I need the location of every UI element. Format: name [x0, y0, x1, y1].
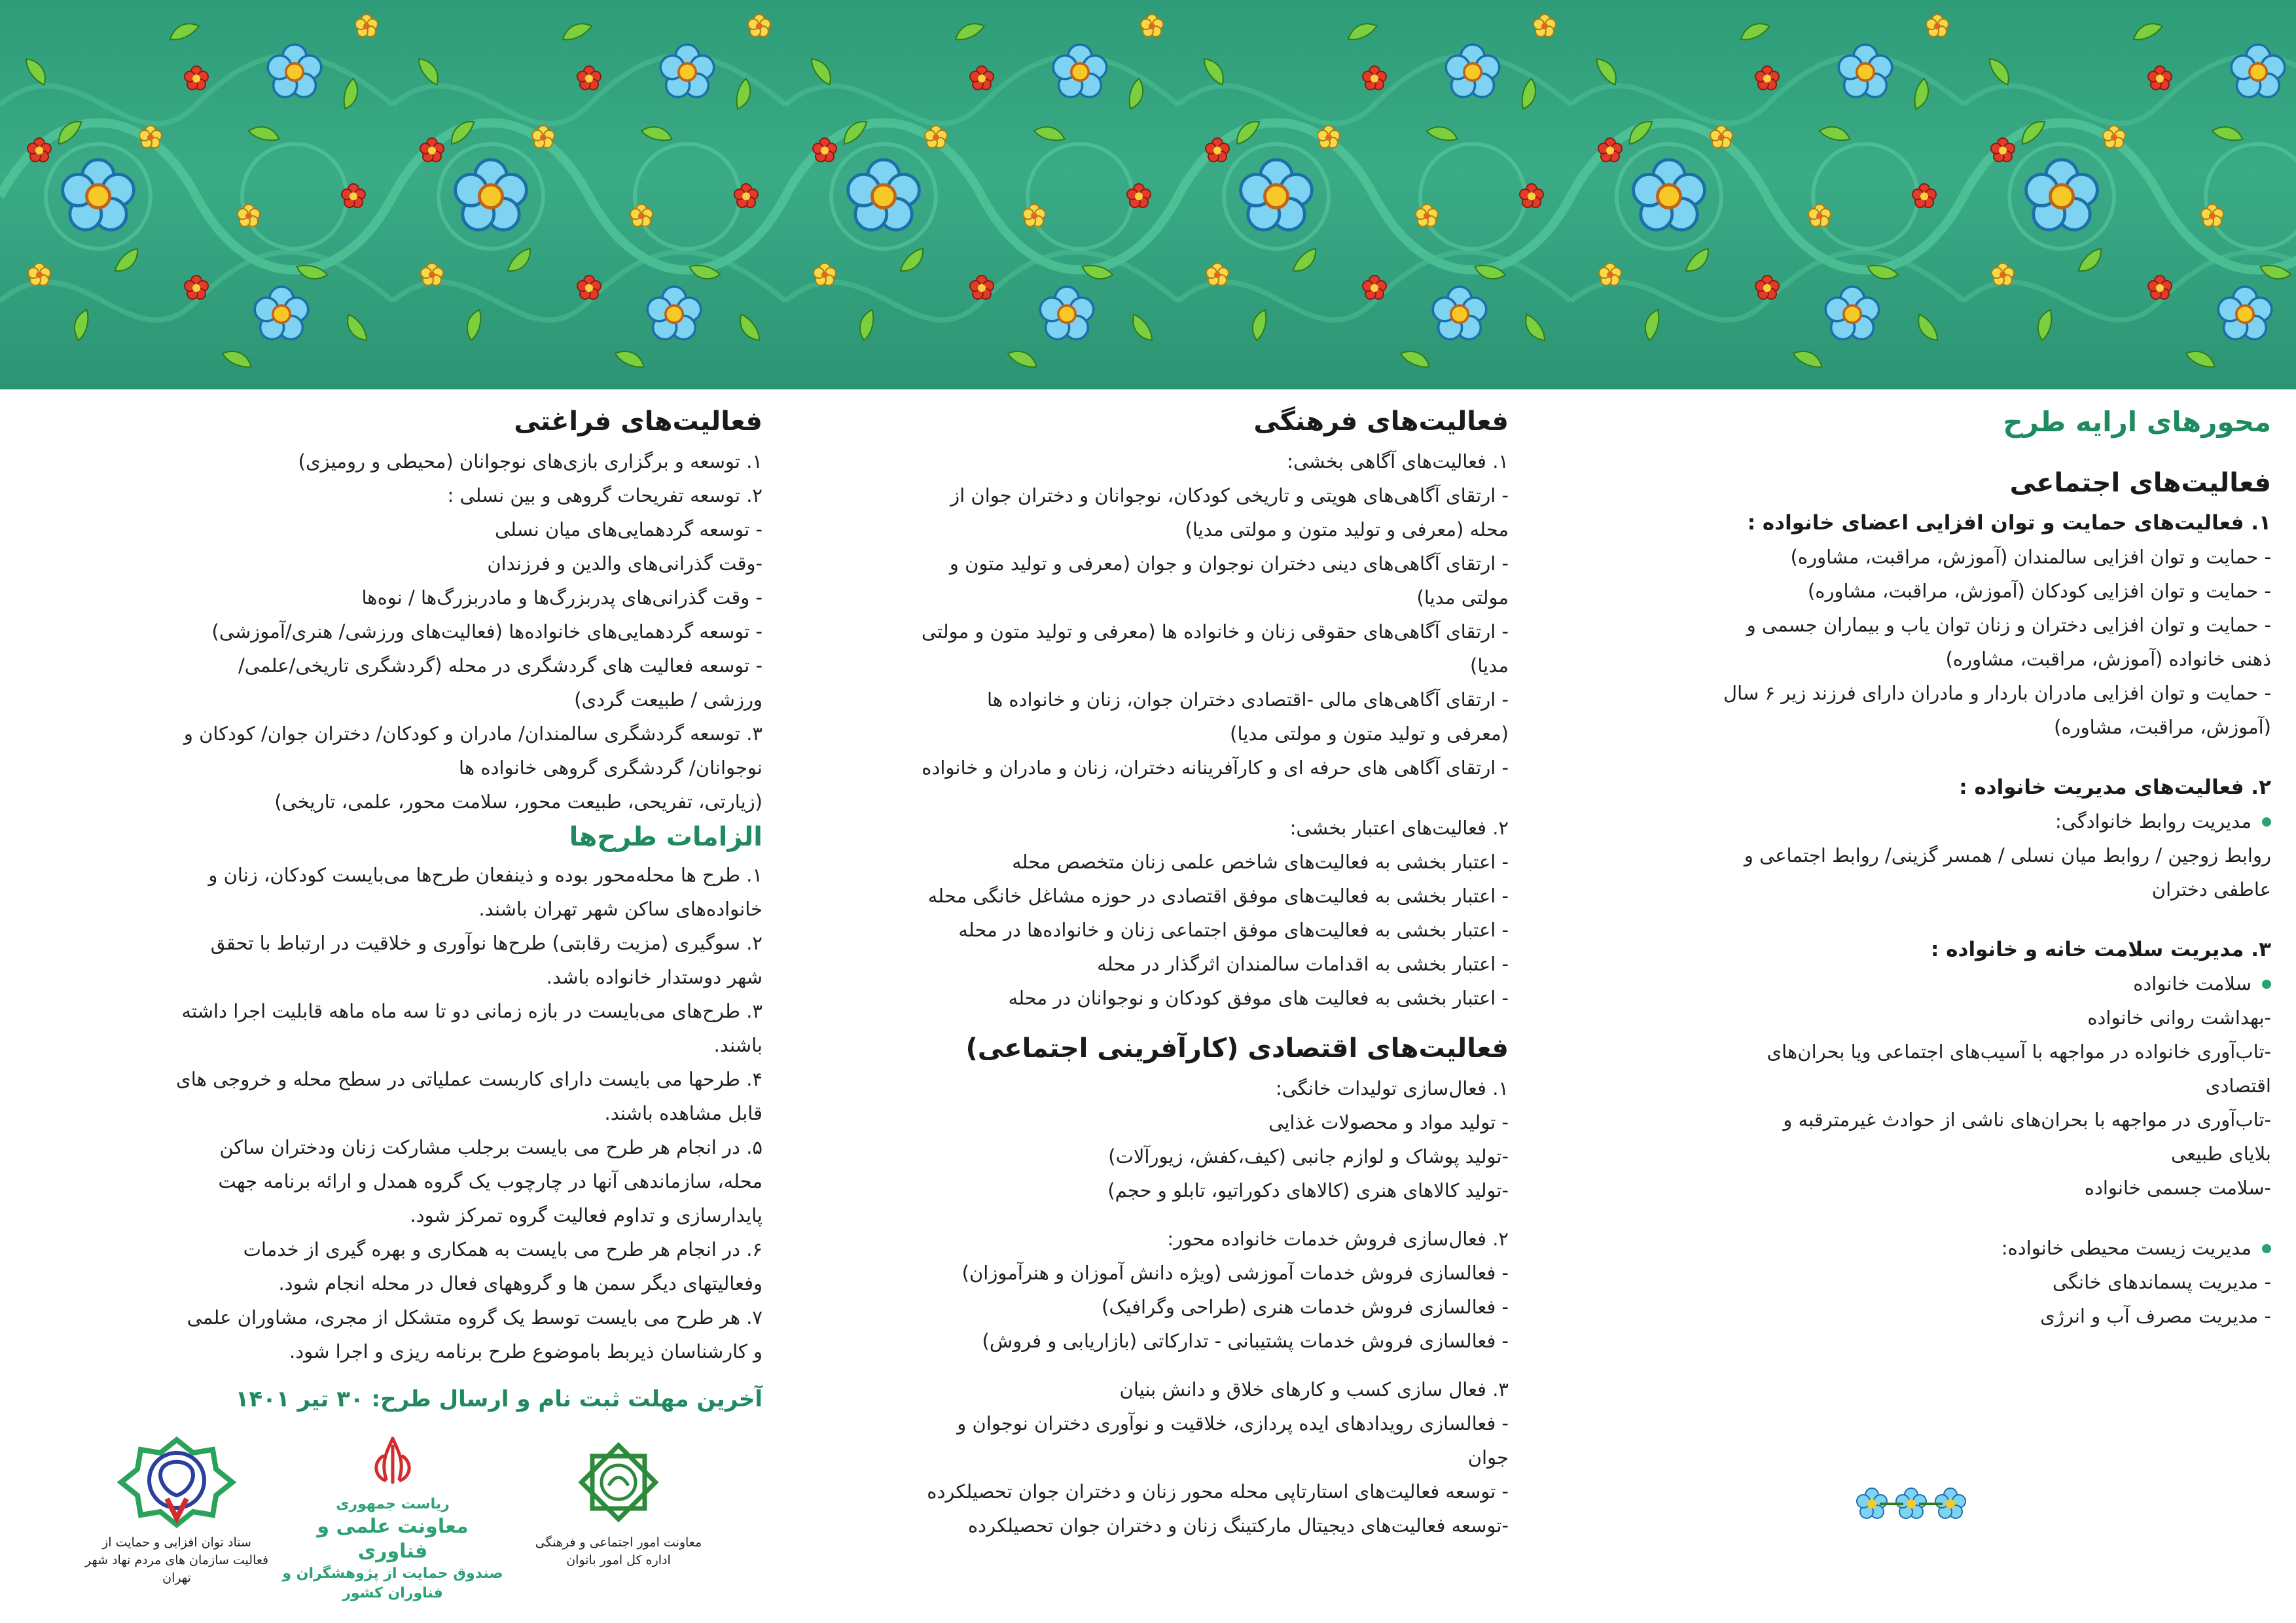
logo-caption: ریاست جمهوری: [336, 1496, 450, 1512]
text-line: ۱. طرح ها محله‌محور بوده و ذینفعان طرح‌ها می‌بایست کودکان، زنان و: [208, 864, 762, 886]
text-line: - حمایت و توان افزایی سالمندان (آموزش، مراقبت، مشاوره): [1790, 546, 2271, 568]
bullet-item: سلامت خانواده: [1571, 967, 2271, 1001]
logo-caption: فعالیت سازمان های مردم نهاد شهر تهران: [84, 1553, 269, 1585]
logo-caption: صندوق حمایت از پژوهشگران و فناوران کشور: [282, 1565, 503, 1601]
text-line: ۴. طرحها می بایست دارای کاربست عملیاتی در سطح محله و خروجی های: [176, 1068, 762, 1090]
text-line: - اعتبار بخشی به فعالیت‌های شاخص علمی زنان متخصص محله: [1012, 851, 1509, 873]
text-line: - مدیریت مصرف آب و انرژی: [2040, 1305, 2271, 1327]
section-title-requirements: الزامات طرح‌ها: [569, 822, 762, 852]
text-line: محله، سازماندهی آنها در چارچوب یک گروه همدل و ارائه برنامه جهت: [218, 1170, 762, 1192]
text-line: - توسعه فعالیت‌های استارتاپی محله محور زنان و دختران جوان تحصیلکرده: [927, 1480, 1509, 1503]
text-line: جوان: [1467, 1446, 1509, 1469]
text-line: ورزشی / طبیعت گردی): [574, 688, 762, 711]
text-line: -تاب‌آوری در مواجهه با بحران‌های ناشی از حوادث غیرمترقبه و: [1783, 1109, 2271, 1131]
text-line: - حمایت و توان افزایی مادران باردار و مادران دارای فرزند زیر ۶ سال: [1723, 682, 2271, 704]
text-line: اقتصادی: [2205, 1075, 2271, 1097]
text-line: ۳. طرح‌های می‌بایست در بازه زمانی دو تا سه ماه ماهه قابلیت اجرا داشته: [181, 1000, 762, 1022]
text-line: - فعالسازی فروش خدمات آموزشی (ویژه دانش آموزان و هنرآموزان): [961, 1262, 1509, 1284]
section-title-social: فعالیت‌های اجتماعی: [2009, 468, 2271, 498]
text-line: نوجوانان/ گردشگری گروهی خانواده ها: [459, 757, 762, 779]
text-line: عاطفی دختران: [2151, 878, 2271, 901]
text-line: (زیارتی، تفریحی، طبیعت محور، سلامت محور، علمی، تاریخی): [274, 791, 762, 813]
text-line: ۳. فعال سازی کسب و کارهای خلاق و دانش بنیان: [1119, 1378, 1509, 1400]
text-line: ۲. فعال‌سازی فروش خدمات خانواده محور:: [1167, 1228, 1509, 1250]
section-title-leisure: فعالیت‌های فراغتی: [514, 406, 762, 437]
text-line: - ارتقای آگاهی های حرفه ای و کارآفرینانه دختران، زنان و مادران و خانواده: [922, 757, 1509, 779]
bullet-item: مدیریت زیست محیطی خانواده:: [1571, 1231, 2271, 1265]
logo-caption: ستاد توان افزایی و حمایت از: [102, 1535, 251, 1550]
text-line: ۱. فعال‌سازی تولیدات خانگی:: [1275, 1077, 1509, 1099]
text-line: ۷. هر طرح می بایست توسط یک گروه متشکل از مجری، مشاوران علمی: [187, 1306, 762, 1329]
text-line: ۶. در انجام هر طرح می بایست به همکاری و بهره گیری از خدمات: [243, 1238, 762, 1260]
text-line: - فعالسازی فروش خدمات هنری (طراحی وگرافیک): [1102, 1296, 1509, 1318]
flower-ornament-icon: [1846, 1484, 1977, 1524]
text-line: باشند.: [713, 1034, 762, 1056]
text-line: - اعتبار بخشی به فعالیت‌های موفق اقتصادی در حوزه مشاغل خانگی محله: [927, 885, 1509, 907]
text-line: ۲. توسعه تفریحات گروهی و بین نسلی :: [447, 484, 762, 507]
text-line: روابط زوجین / روابط میان نسلی / همسر گزینی/ روابط اجتماعی و: [1744, 844, 2271, 866]
logo-vice-presidency-science: [281, 1433, 504, 1603]
bullet-item: مدیریت روابط خانوادگی:: [1571, 804, 2271, 838]
text-line: (آموزش، مراقبت، مشاوره): [2054, 716, 2271, 738]
text-line: -تولید کالاهای هنری (کالاهای دکوراتیو، تابلو و حجم): [1107, 1179, 1509, 1202]
text-line: - توسعه گردهمایی‌های میان نسلی: [494, 518, 762, 541]
logo-caption: معاونت امور اجتماعی و فرهنگی: [535, 1535, 702, 1550]
logo-tehran-municipality: [511, 1433, 726, 1569]
text-line: وفعالیتهای دیگر سمن ها و گروههای فعال در محله انجام شود.: [278, 1272, 762, 1294]
text-line: - وقت گذرانی‌های پدربزرگ‌ها و مادربزرگ‌ها / نوه‌ها: [361, 586, 762, 609]
text-line: ۱. فعالیت‌های آگاهی بخشی:: [1287, 450, 1509, 473]
subsection-title: ۱. فعالیت‌های حمایت و توان افزایی اعضای خانواده :: [1747, 511, 2271, 535]
text-line: و کارشناسان ذیربط باموضوع طرح برنامه ریزی و اجرا شود.: [289, 1340, 762, 1363]
floral-pattern-graphic: [0, 0, 2296, 389]
text-line: -تاب‌آوری خانواده در مواجهه با آسیب‌های اجتماعی ویا بحران‌های: [1767, 1041, 2271, 1063]
text-line: - فعالسازی رویدادهای ایده پردازی، خلاقیت و نوآوری دختران نوجوان و: [957, 1412, 1509, 1435]
text-line: -توسعه فعالیت‌های دیجیتال مارکتینگ زنان و دختران جوان تحصیلکرده: [967, 1514, 1509, 1537]
text-line: پایدارسازی و تداوم فعالیت گروه تمرکز شود.: [410, 1204, 762, 1226]
tehran-municipality-emblem-icon: [569, 1433, 668, 1531]
text-line: خانواده‌های ساکن شهر تهران باشند.: [478, 898, 762, 920]
text-line: - مدیریت پسماندهای خانگی: [2052, 1271, 2271, 1293]
text-line: - اعتبار بخشی به اقدامات سالمندان اثرگذار در محله: [1097, 953, 1509, 975]
subsection-title: ۲. فعالیت‌های مدیریت خانواده :: [1959, 776, 2271, 799]
text-line: ۳. توسعه گردشگری سالمندان/ مادران و کودکان/ دختران جوان/ کودکان و: [183, 722, 762, 745]
text-line: ۱. توسعه و برگزاری بازی‌های نوجوانان (محیطی و رومیزی): [298, 450, 762, 473]
logo-caption: اداره کل امور بانوان: [566, 1553, 671, 1567]
text-line: -تولید پوشاک و لوازم جانبی (کیف،کفش، زیورآلات): [1108, 1145, 1509, 1168]
text-line: - فعالسازی فروش خدمات پشتیبانی - تدارکاتی (بازاریابی و فروش): [982, 1330, 1509, 1352]
subsection-title: ۳. مدیریت سلامت خانه و خانواده :: [1931, 938, 2271, 961]
text-line: - توسعه گردهمایی‌های خانواده‌ها (فعالیت‌های ورزشی/ هنری/آموزشی): [211, 620, 762, 643]
page-title: محورهای ارایه طرح: [2003, 406, 2271, 438]
text-line: بلایای طبیعی: [2171, 1143, 2271, 1165]
text-line: - اعتبار بخشی به فعالیت های موفق کودکان و نوجوانان در محله: [1008, 987, 1509, 1009]
text-line: - ارتقای آگاهی‌های دینی دختران نوجوان و جوان (معرفی و تولید متون و: [949, 552, 1509, 575]
text-line: ۲. سوگیری (مزیت رقابتی) طرح‌ها نوآوری و خلاقیت در ارتباط با تحقق: [210, 932, 762, 954]
logo-caption: معاونت علمی و فناوری: [317, 1515, 469, 1563]
section-title-cultural: فعالیت‌های فرهنگی: [1253, 406, 1509, 437]
ngo-network-emblem-icon: [115, 1433, 239, 1531]
text-line: ۵. در انجام هر طرح می بایست برجلب مشارکت زنان ودختران ساکن: [219, 1136, 762, 1158]
section-title-economic: فعالیت‌های اقتصادی (کارآفرینی اجتماعی): [965, 1033, 1509, 1063]
middle-column: [795, 402, 1509, 1543]
text-line: (معرفی و تولید متون و مولتی مدیا): [1230, 722, 1509, 745]
text-line: ذهنی خانواده (آموزش، مراقبت، مشاوره): [1945, 648, 2271, 670]
text-line: -سلامت جسمی خانواده: [2084, 1177, 2271, 1199]
text-line: - تولید مواد و محصولات غذایی: [1268, 1111, 1509, 1133]
text-line: - توسعه فعالیت های گردشگری در محله (گردشگری تاریخی/علمی/: [238, 654, 762, 677]
iran-emblem-icon: [367, 1433, 419, 1492]
text-line: محله (معرفی و تولید متون و مولتی مدیا): [1185, 518, 1509, 541]
text-line: قابل مشاهده باشند.: [604, 1102, 762, 1124]
text-line: - حمایت و توان افزایی کودکان (آموزش، مراقبت، مشاوره): [1807, 580, 2271, 602]
floral-banner: [0, 0, 2296, 389]
text-line: شهر دوستدار خانواده باشد.: [546, 966, 762, 988]
text-line: ۲. فعالیت‌های اعتبار بخشی:: [1289, 817, 1509, 839]
text-line: - حمایت و توان افزایی دختران و زنان توان یاب و بیماران جسمی و: [1746, 614, 2271, 636]
left-column: [23, 402, 762, 1439]
text-line: - ارتقای آگاهی‌های حقوقی زنان و خانواده ها (معرفی و تولید متون و مولتی: [921, 620, 1509, 643]
text-line: - ارتقای آگاهی‌های مالی -اقتصادی دختران جوان، زنان و خانواده ها: [987, 688, 1509, 711]
deadline-notice: آخرین مهلت ثبت نام و ارسال طرح: ۳۰ تیر ۱۴۰۱: [235, 1386, 762, 1412]
text-line: -بهداشت روانی خانواده: [2087, 1007, 2271, 1029]
text-line: -وقت گذرانی‌های والدین و فرزندان: [487, 552, 762, 575]
logo-ngo-network: [79, 1433, 275, 1587]
text-line: - ارتقای آگاهی‌های هویتی و تاریخی کودکان، نوجوانان و دختران جوان از: [950, 484, 1509, 507]
text-line: مدیا): [1470, 654, 1509, 677]
text-line: مولتی مدیا): [1416, 586, 1509, 609]
text-line: - اعتبار بخشی به فعالیت‌های موفق اجتماعی زنان و خانواده‌ها در محله: [958, 919, 1509, 941]
right-column: [1571, 402, 2271, 1333]
